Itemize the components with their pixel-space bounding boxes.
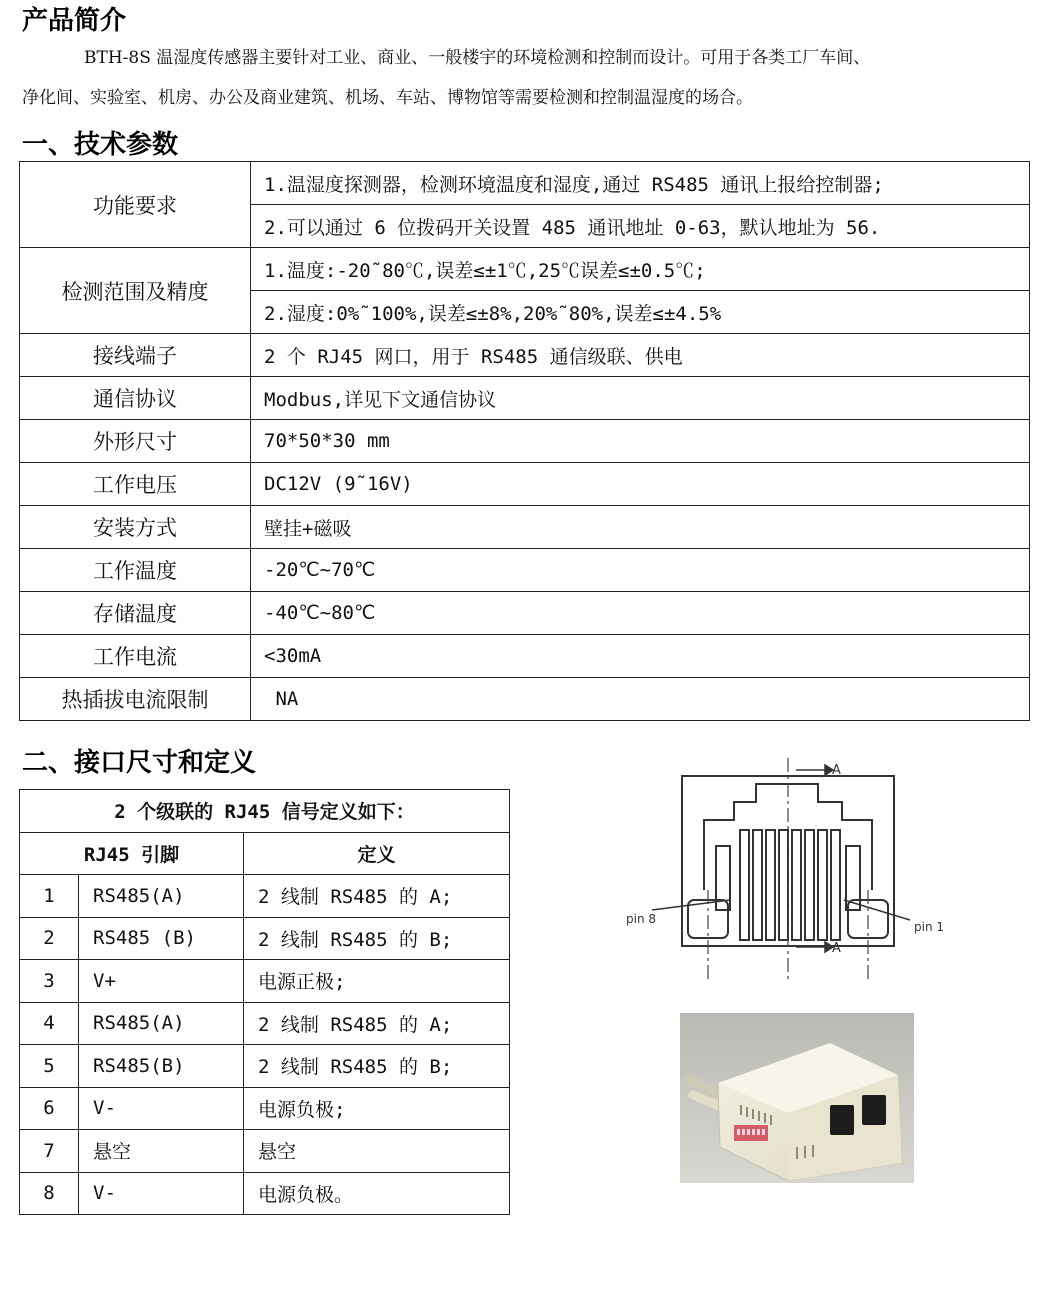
label-a-bottom: A xyxy=(832,941,841,956)
table-caption: 2 个级联的 RJ45 信号定义如下： xyxy=(20,790,510,833)
table-caption-row xyxy=(20,790,510,833)
column-header-pin: RJ45 引脚 xyxy=(20,832,244,875)
pin-name: V- xyxy=(79,1087,244,1130)
pin-name: RS485(A) xyxy=(79,875,244,918)
contact-pins xyxy=(740,830,840,940)
spec-value: 2 个 RJ45 网口，用于 RS485 通信级联、供电 xyxy=(251,334,1030,377)
table-row xyxy=(20,917,510,960)
device-photo xyxy=(680,1013,914,1183)
spec-label: 工作电流 xyxy=(20,635,251,678)
table-row xyxy=(20,1002,510,1045)
pin-definition: 2 线制 RS485 的 A; xyxy=(244,1002,510,1045)
table-row xyxy=(20,875,510,918)
spec-value: <30mA xyxy=(251,635,1030,678)
spec-label: 工作温度 xyxy=(20,549,251,592)
pin-number: 4 xyxy=(20,1002,79,1045)
spec-value: 2.可以通过 6 位拨码开关设置 485 通讯地址 0-63，默认地址为 56. xyxy=(251,205,1030,248)
table-row xyxy=(20,635,1030,678)
table-row xyxy=(20,960,510,1003)
pin-name: RS485(A) xyxy=(79,1002,244,1045)
pin-number: 3 xyxy=(20,960,79,1003)
spec-label: 通信协议 xyxy=(20,377,251,420)
pin-definition: 2 线制 RS485 的 A; xyxy=(244,875,510,918)
pin-name: V+ xyxy=(79,960,244,1003)
pin-name: RS485 (B) xyxy=(79,917,244,960)
spec-label: 热插拔电流限制 xyxy=(20,678,251,721)
pin-definition: 电源负极; xyxy=(244,1087,510,1130)
table-row xyxy=(20,162,1030,205)
spec-label: 检测范围及精度 xyxy=(20,248,251,334)
section2-heading: 二、接口尺寸和定义 xyxy=(22,748,257,778)
table-row xyxy=(20,248,1030,291)
pin-name: RS485(B) xyxy=(79,1045,244,1088)
spec-value: 2.湿度:0%˜100%,误差≤±8%,20%˜80%,误差≤±4.5% xyxy=(251,291,1030,334)
pin-number: 7 xyxy=(20,1130,79,1173)
table-row xyxy=(20,678,1030,721)
rj45-pin-table xyxy=(19,789,510,1215)
spec-label: 工作电压 xyxy=(20,463,251,506)
spec-label: 接线端子 xyxy=(20,334,251,377)
table-row xyxy=(20,420,1030,463)
pin-definition: 2 线制 RS485 的 B; xyxy=(244,917,510,960)
spec-label: 存储温度 xyxy=(20,592,251,635)
rj45-connector-diagram xyxy=(620,750,960,986)
spec-value: -40℃~80℃ xyxy=(251,592,1030,635)
column-header-definition: 定义 xyxy=(244,832,510,875)
spec-value: 1.温湿度探测器，检测环境温度和湿度,通过 RS485 通讯上报给控制器; xyxy=(251,162,1030,205)
intro-heading: 产品简介 xyxy=(22,6,127,36)
spec-value: DC12V (9˜16V) xyxy=(251,463,1030,506)
table-row xyxy=(20,592,1030,635)
table-row xyxy=(20,1045,510,1088)
table-header-row xyxy=(20,832,510,875)
spec-table xyxy=(19,161,1030,721)
pin-definition: 2 线制 RS485 的 B; xyxy=(244,1045,510,1088)
spec-value: 1.温度:-20˜80℃,误差≤±1℃,25℃误差≤±0.5℃; xyxy=(251,248,1030,291)
table-row xyxy=(20,506,1030,549)
spec-label: 安装方式 xyxy=(20,506,251,549)
pin-number: 6 xyxy=(20,1087,79,1130)
spec-value: 壁挂+磁吸 xyxy=(251,506,1030,549)
label-pin1: pin 1 xyxy=(914,920,945,934)
spec-value: NA xyxy=(251,678,1030,721)
table-row xyxy=(20,1172,510,1215)
pin-definition: 悬空 xyxy=(244,1130,510,1173)
table-row xyxy=(20,334,1030,377)
pin-name: V- xyxy=(79,1172,244,1215)
pin-definition: 电源负极。 xyxy=(244,1172,510,1215)
table-row xyxy=(20,463,1030,506)
pin-number: 5 xyxy=(20,1045,79,1088)
pin-number: 2 xyxy=(20,917,79,960)
spec-value: Modbus,详见下文通信协议 xyxy=(251,377,1030,420)
intro-paragraph-line2: 净化间、实验室、机房、办公及商业建筑、机场、车站、博物馆等需要检测和控制温湿度的场合。 xyxy=(22,88,753,108)
spec-label: 外形尺寸 xyxy=(20,420,251,463)
table-row xyxy=(20,1087,510,1130)
pin-name: 悬空 xyxy=(79,1130,244,1173)
spec-label: 功能要求 xyxy=(20,162,251,248)
label-pin8: pin 8 xyxy=(626,912,657,926)
pin-number: 8 xyxy=(20,1172,79,1215)
table-row xyxy=(20,549,1030,592)
label-a-top: A xyxy=(832,763,841,778)
spec-value: 70*50*30 mm xyxy=(251,420,1030,463)
pin-number: 1 xyxy=(20,875,79,918)
table-row xyxy=(20,1130,510,1173)
table-row xyxy=(20,377,1030,420)
intro-paragraph-line1: BTH-8S 温湿度传感器主要针对工业、商业、一般楼宇的环境检测和控制而设计。可用于各类工厂车间、 xyxy=(84,48,871,68)
spec-value: -20℃~70℃ xyxy=(251,549,1030,592)
pin-definition: 电源正极; xyxy=(244,960,510,1003)
section1-heading: 一、技术参数 xyxy=(22,130,179,160)
